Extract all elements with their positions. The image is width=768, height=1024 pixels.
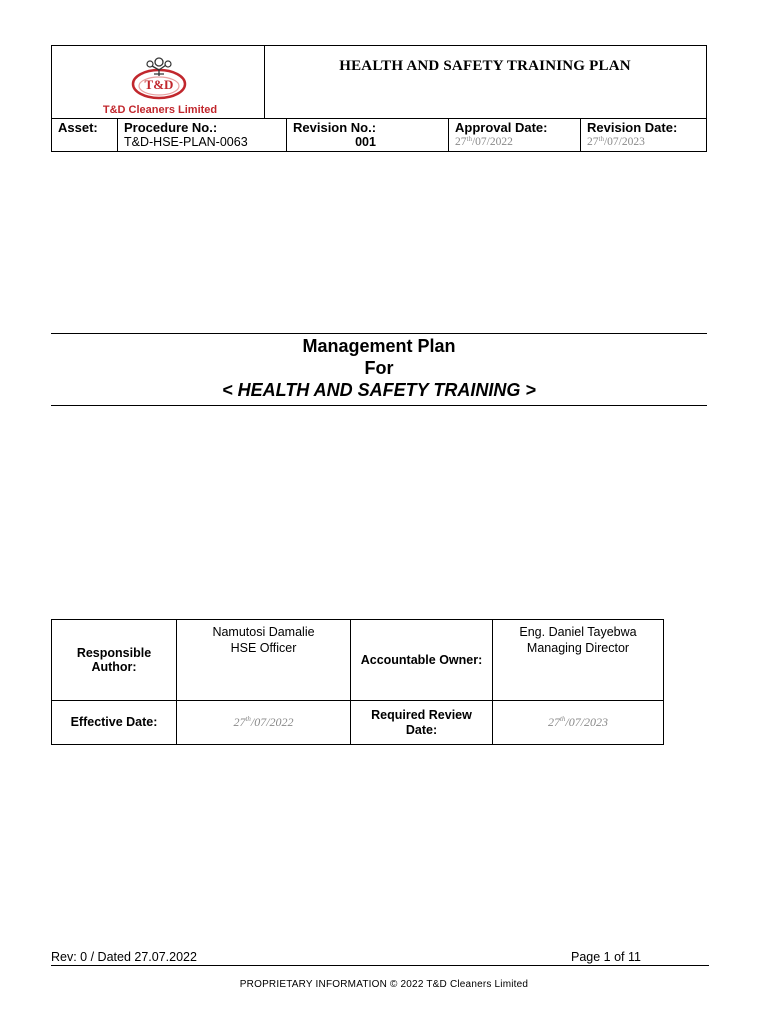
owner-role: Managing Director xyxy=(526,641,630,655)
author-label: Responsible Author: xyxy=(52,620,177,701)
revision-date-value: 27th/07/2023 xyxy=(587,135,645,148)
footer-rule xyxy=(51,965,709,966)
owner-value xyxy=(493,620,664,701)
title-top-rule xyxy=(51,333,707,334)
approval-date-cell xyxy=(449,119,581,151)
approval-date-label: Approval Date: xyxy=(455,120,548,135)
plan-title xyxy=(51,335,707,401)
document-title: HEALTH AND SAFETY TRAINING PLAN xyxy=(339,58,631,74)
revision-cell xyxy=(287,119,449,151)
table-row xyxy=(52,620,664,701)
author-value xyxy=(177,620,351,701)
author-role: HSE Officer xyxy=(230,641,297,655)
logo-lettering: T&D xyxy=(144,77,174,92)
procedure-label: Procedure No.: xyxy=(124,120,218,135)
effective-date-value: 27th/07/2022 xyxy=(177,701,351,745)
review-date-label: Required Review Date: xyxy=(351,701,493,745)
approval-date-value: 27th/07/2022 xyxy=(455,135,513,148)
responsibility-table xyxy=(51,619,664,745)
procedure-value: T&D-HSE-PLAN-0063 xyxy=(124,135,248,149)
procedure-cell xyxy=(118,119,287,151)
revision-label: Revision No.: xyxy=(293,120,377,135)
table-row xyxy=(52,701,664,745)
logo-cell xyxy=(52,46,265,118)
asset-cell xyxy=(52,119,118,151)
revision-footer: Rev: 0 / Dated 27.07.2022 xyxy=(51,950,197,964)
owner-name: Eng. Daniel Tayebwa xyxy=(519,625,637,639)
revision-value: 001 xyxy=(355,135,376,149)
plan-title-line2: For xyxy=(364,358,394,378)
page-number: Page 1 of 11 xyxy=(571,950,641,964)
revision-date-label: Revision Date: xyxy=(587,120,678,135)
author-name: Namutosi Damalie xyxy=(212,625,315,639)
document-header xyxy=(51,45,707,152)
owner-label: Accountable Owner: xyxy=(351,620,493,701)
plan-title-line1: Management Plan xyxy=(302,336,456,356)
title-bottom-rule xyxy=(51,405,707,406)
company-name: T&D Cleaners Limited xyxy=(102,104,218,116)
header-info-row xyxy=(52,118,706,151)
proprietary-notice: PROPRIETARY INFORMATION © 2022 T&D Cleaners Limited xyxy=(239,979,529,990)
company-logo-icon xyxy=(130,56,188,102)
effective-date-label: Effective Date: xyxy=(52,701,177,745)
review-date-value: 27th/07/2023 xyxy=(493,701,664,745)
asset-label: Asset: xyxy=(58,120,98,135)
plan-title-line3: < HEALTH AND SAFETY TRAINING > xyxy=(222,380,536,400)
revision-date-cell xyxy=(581,119,706,151)
